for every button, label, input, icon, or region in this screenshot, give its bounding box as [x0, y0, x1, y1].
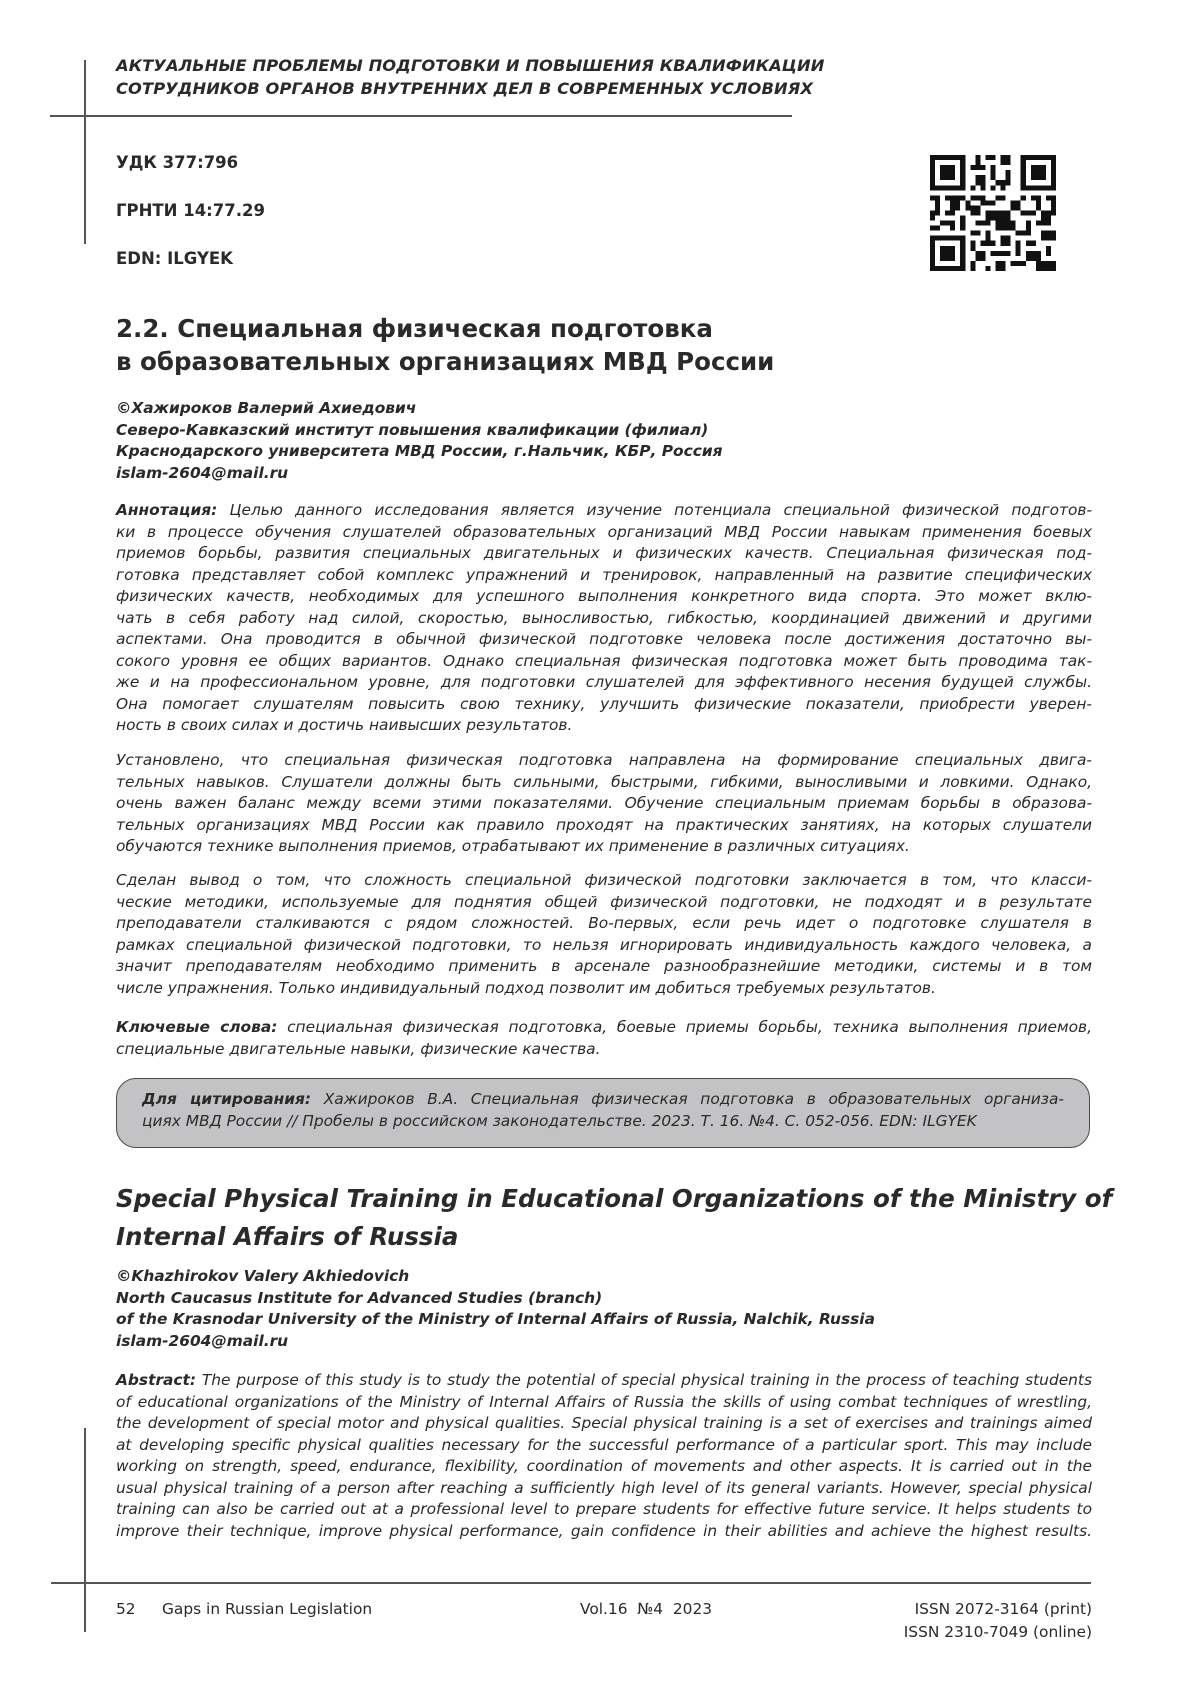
annotation-paragraph-3: Сделан вывод о том, что сложность специальной физической подготовки заключается в том, что класси- ческие методики, используемые для поднятия общей физической подготовки, не подходят и в результате преподаватели сталкиваются с рядом сложностей. Во-первых, если речь идет о подготовке слушателя в рамках специальной физической подготовки, то нельзя игнорировать индивидуальность каждого человека, а значит преподавателям необходимо применить в арсенале разнообразнейшие методики, системы и в том числе упражнения. Только индивидуальный подход позволит им добиться требуемых результатов. — [116, 871, 1092, 997]
footer-horizontal-rule — [51, 1582, 1091, 1584]
author-email-en[interactable]: islam-2604@mail.ru — [116, 1331, 289, 1350]
keywords-label: Ключевые слова: — [116, 1018, 278, 1036]
article-title-en — [116, 1180, 1112, 1256]
affiliation-en-line-2: of the Krasnodar University of the Ministry of Internal Affairs of Russia, Nalchik, Russia — [116, 1310, 875, 1328]
annotation-paragraph-2: Установлено, что специальная физическая подготовка направлена на формирование специальных двига- тельных навыков. Слушатели должны быть сильными, быстрыми, гибкими, выносливыми и ловкими. Однако, очень важен баланс между всеми этими показателями. Обучение специальным приемам борьбы в образова- тельных организациях МВД России как правило проходят на практических занятиях, на которых слушатели обучаются технике выполнения приемов, отрабатывают их применение в различных ситуациях. — [116, 751, 1092, 855]
header-horizontal-rule — [50, 115, 792, 117]
citation-text: Для цитирования: Хажироков В.А. Специальная физическая подготовка в образовательных организа- циях МВД России // Пробелы в российском законодательстве. 2023. Т. 16. №4. С. 052-056. EDN: ILGYEK — [142, 1090, 1064, 1130]
journal-name-footer: Gaps in Russian Legislation — [162, 1600, 373, 1618]
running-header — [116, 54, 824, 100]
running-header-line-1: АКТУАЛЬНЫЕ ПРОБЛЕМЫ ПОДГОТОВКИ И ПОВЫШЕНИЯ КВАЛИФИКАЦИИ — [116, 56, 825, 75]
keywords-ru: Ключевые слова: специальная физическая подготовка, боевые приемы борьбы, техника выполнения приемов, специальные двигательные навыки, физические качества. — [116, 1018, 1092, 1058]
affiliation-ru-line-1: Северо-Кавказский институт повышения квалификации (филиал) — [116, 420, 709, 439]
qr-code-icon — [930, 155, 1056, 271]
title-ru-line-1: 2.2. Специальная физическая подготовка — [116, 314, 713, 343]
page-number: 52 — [116, 1600, 136, 1618]
issn-online: ISSN 2310-7049 (online) — [903, 1623, 1092, 1641]
edn-code: EDN: ILGYEK — [116, 249, 233, 268]
annotation-paragraph-1: Аннотация: Целью данного исследования является изучение потенциала специальной физической подготов- ки в процессе обучения слушателей образовательных организаций МВД России навыкам применения боевых приемов борьбы, развития специальных двигательных и физических качеств. Специальная физическая под- готовка представляет собой комплекс упражнений и тренировок, направленный на развитие специфических физических качеств, необходимых для успешного выполнения конкретного вида спорта. Это может вклю- чать в себя работу над силой, скоростью, выносливостью, гибкостью, координацией движений и другими аспектами. Она проводится в обычной физической подготовке человека после достижения достаточно вы- сокого уровня ее общих вариантов. Однако специальная физическая подготовка может быть проводима так- же и на профессиональном уровне, для подготовки слушателей для эффективного несения будущей службы. Она помогает слушателям повысить свою технику, улучшить физические показатели, приобрести уверен- ность в своих силах и достичь наивысших результатов. — [116, 501, 1092, 734]
title-en-line-1: Special Physical Training in Educational Organizations of the Ministry of — [116, 1184, 1113, 1213]
article-title-ru — [116, 312, 774, 378]
issn-print: ISSN 2072-3164 (print) — [914, 1600, 1092, 1618]
issue-info: Vol.16 №4 2023 — [580, 1600, 713, 1618]
author-email-ru[interactable]: islam-2604@mail.ru — [116, 463, 289, 482]
author-name-ru: ©Хажироков Валерий Ахиедович — [116, 399, 417, 417]
author-block-en — [116, 1266, 875, 1352]
author-name-en: ©Khazhirokov Valery Akhiedovich — [116, 1267, 410, 1285]
abstract-label: Abstract: — [116, 1371, 197, 1389]
affiliation-en-line-1: North Caucasus Institute for Advanced Studies (branch) — [116, 1288, 603, 1307]
grnti-code: ГРНТИ 14:77.29 — [116, 201, 265, 220]
title-en-line-2: Internal Affairs of Russia — [116, 1222, 459, 1251]
title-ru-line-2: в образовательных организациях МВД России — [116, 347, 775, 376]
annotation-label: Аннотация: — [116, 501, 218, 519]
running-header-line-2: СОТРУДНИКОВ ОРГАНОВ ВНУТРЕННИХ ДЕЛ В СОВРЕМЕННЫХ УСЛОВИЯХ — [116, 79, 814, 98]
author-block-ru — [116, 398, 723, 484]
affiliation-ru-line-2: Краснодарского университета МВД России, г.Нальчик, КБР, Россия — [116, 442, 723, 460]
footer-vertical-rule — [84, 1428, 86, 1632]
citation-label: Для цитирования: — [142, 1090, 312, 1108]
udk-code: УДК 377:796 — [116, 153, 239, 172]
abstract-en: Abstract: The purpose of this study is to study the potential of special physical training in the process of teaching students of educational organizations of the Ministry of Internal Affairs of Russia the skills of using combat techniques of wrestling, the development of special motor and physical qualities. Special physical training is a set of exercises and trainings aimed at developing specific physical qualities necessary for the successful performance of a particular sport. This may include working on strength, speed, endurance, flexibility, coordination of movements and other aspects. It is carried out in the usual physical training of a person after reaching a sufficiently high level of its general variants. However, special physical training can also be carried out at a professional level to prepare students for effective future service. It helps students to improve their technique, improve physical performance, gain confidence in their abilities and achieve the highest results. — [116, 1371, 1092, 1540]
header-vertical-rule — [84, 60, 86, 244]
